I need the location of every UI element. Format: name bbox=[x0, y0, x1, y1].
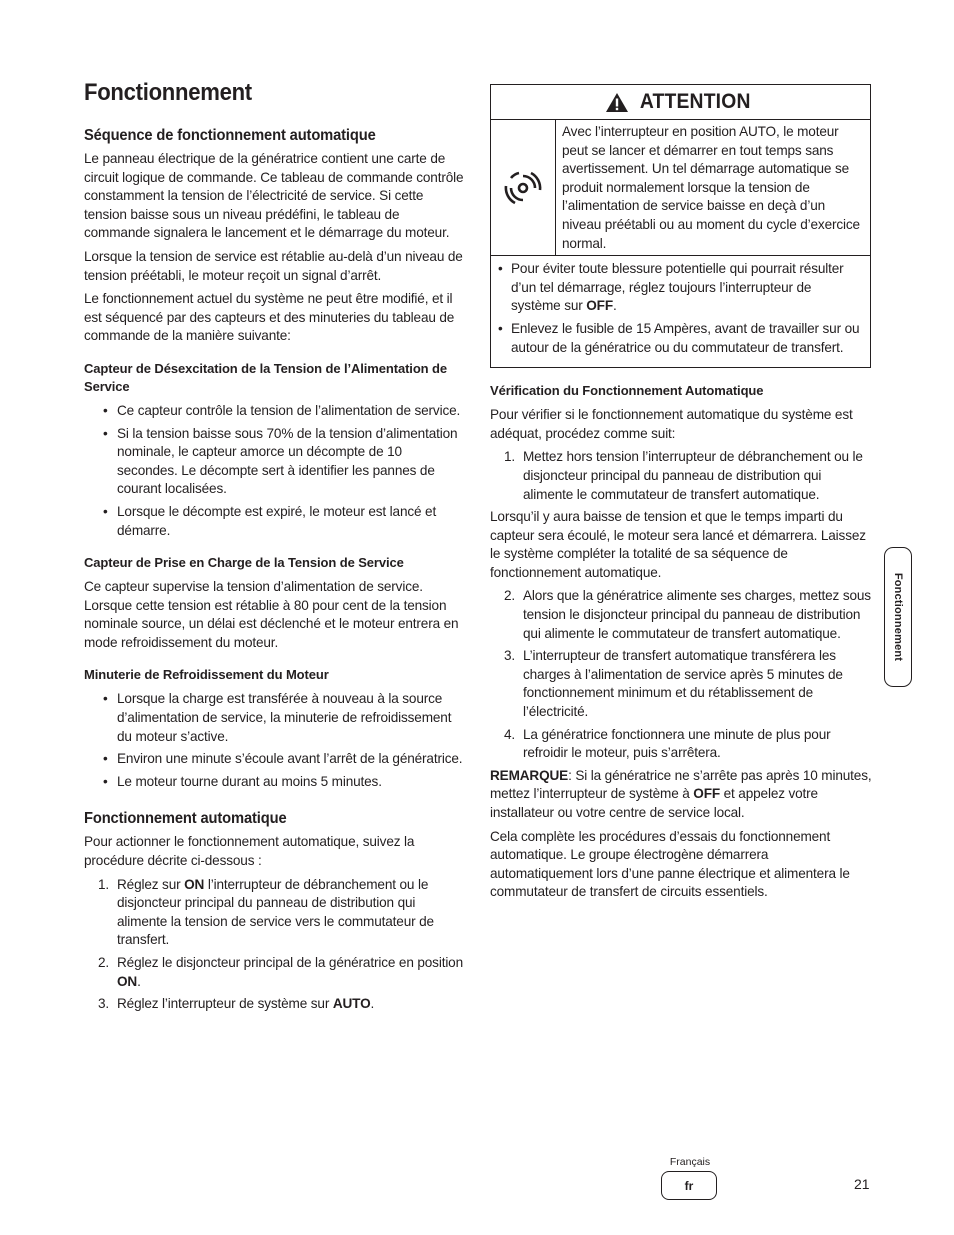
attention-message-row bbox=[491, 120, 870, 256]
list-item: 4. La génératrice fonctionnera une minute de plus pour refroidir le moteur, puis s’arrêtera. bbox=[504, 726, 831, 761]
warning-triangle-icon bbox=[605, 92, 629, 113]
left-column bbox=[84, 78, 466, 1018]
page-number: 21 bbox=[854, 1176, 870, 1192]
paragraph: Lorsqu’il y aura baisse de tension et que le temps imparti du capteur sera écoulé, le moteur sera lancé et démarrera. Laissez le système compléter la totalité de sa séquence de fonctionnement automatique. bbox=[490, 509, 866, 580]
side-tab-label: Fonctionnement bbox=[892, 572, 904, 662]
list-item: 1. Réglez sur ON l’interrupteur de débranchement ou le disjoncteur principal du panneau de distribution qui alimente la tension de service vers le commutateur de transfert. bbox=[98, 876, 434, 948]
verification-step-1 bbox=[490, 448, 872, 504]
attention-list bbox=[491, 256, 870, 363]
verification-steps bbox=[490, 587, 872, 762]
language-label: Français bbox=[669, 1156, 711, 1168]
list-item: • Enlevez le fusible de 15 Ampères, avant de travailler sur ou autour de la génératrice ou du commutateur de transfert. bbox=[497, 320, 864, 357]
paragraph: Le fonctionnement actuel du système ne peut être modifié, et il est séquencé par des capteurs et des minuteries du tableau de commande de la manière suivante: bbox=[84, 291, 455, 344]
list-item: • Pour éviter toute blessure potentielle qui pourrait résulter d’un tel démarrage, réglez toujours l’interrupteur de système sur OFF. bbox=[497, 260, 864, 316]
paragraph: Ce capteur supervise la tension d’alimentation de service. Lorsque cette tension est rétablie à 80 pour cent de la tension nominale source, un délai est déclenché et le moteur entrera en mode refroidissement du moteur. bbox=[84, 579, 459, 650]
attention-message: Avec l’interrupteur en position AUTO, le moteur peut se lancer et démarrer en tout temps sans avertissement. Un tel démarrage automatique se produit normalement lorsque la tension de l’alimentation de service baisse en deçà d’un niveau préétabli ou au moment du cycle d’exercice normal. bbox=[562, 124, 860, 251]
list-item: • Ce capteur contrôle la tension de l’alimentation de service. bbox=[84, 402, 466, 421]
subheading-sensor-dropout: Capteur de Désexcitation de la Tension de l’Alimentation de Service bbox=[84, 360, 447, 394]
right-column bbox=[490, 84, 872, 907]
auto-operation-steps bbox=[84, 876, 466, 1014]
list-item: 2. Alors que la génératrice alimente ses charges, mettez sous tension le disjoncteur principal du panneau de distribution qui alimente le commutateur de transfert automatique. bbox=[504, 588, 871, 641]
side-section-tab bbox=[884, 547, 912, 687]
list-item: 1. Mettez hors tension l’interrupteur de débranchement ou le disjoncteur principal du panneau de distribution qui alimente le commutateur de transfert automatique. bbox=[504, 449, 863, 502]
rotating-parts-warning-icon bbox=[491, 120, 556, 255]
list-item: • Environ une minute s’écoule avant l’arrêt de la génératrice. bbox=[84, 750, 466, 769]
note-paragraph: REMARQUE: Si la génératrice ne s’arrête pas après 10 minutes, mettez l’interrupteur de système à OFF et appelez votre installateur ou votre centre de service local. bbox=[490, 767, 872, 820]
list-item: • Lorsque la charge est transférée à nouveau à la source d’alimentation de service, la minuterie de refroidissement du moteur s’active. bbox=[84, 690, 466, 746]
attention-header bbox=[491, 85, 870, 120]
language-badge: fr bbox=[661, 1171, 717, 1200]
paragraph: Pour actionner le fonctionnement automatique, suivez la procédure décrite ci-dessous : bbox=[84, 834, 415, 869]
list-item: 2. Réglez le disjoncteur principal de la génératrice en position ON. bbox=[98, 955, 464, 989]
sensor-dropout-list bbox=[84, 402, 466, 540]
paragraph: Le panneau électrique de la génératrice contient une carte de circuit logique de commande. Ce tableau de commande contrôle constamment la tension de l’électricité de service. Si cette tension baisse sous un niveau prédéfini, le tableau de commande signalera le lancement et le démarrage du moteur. bbox=[84, 151, 464, 241]
paragraph: Lorsque la tension de service est rétablie au-delà d’un niveau de tension préétabli, le moteur reçoit un signal d’arrêt. bbox=[84, 248, 463, 283]
paragraph: Cela complète les procédures d’essais du fonctionnement automatique. Le groupe électrogène démarrera automatiquement lors d’une panne électrique et alimentera le commutateur de transfert de circuits essentiels. bbox=[490, 828, 850, 900]
list-item: • Si la tension baisse sous 70% de la tension d’alimentation nominale, le capteur amorce un décompte de 10 secondes. Le décompte sert à identifier les pannes de courant localisées. bbox=[84, 425, 466, 499]
list-item: 3. Réglez l’interrupteur de système sur AUTO. bbox=[98, 996, 375, 1012]
section-heading-auto-operation: Fonctionnement automatique bbox=[84, 810, 287, 828]
paragraph: Pour vérifier si le fonctionnement automatique du système est adéquat, procédez comme suit: bbox=[490, 407, 853, 441]
page-title: Fonctionnement bbox=[84, 79, 252, 106]
cooldown-list bbox=[84, 690, 466, 791]
list-item: • Lorsque le décompte est expiré, le moteur est lancé et démarre. bbox=[84, 503, 466, 540]
attention-box bbox=[490, 84, 871, 368]
list-item: • Le moteur tourne durant au moins 5 minutes. bbox=[84, 773, 466, 792]
subheading-cooldown-timer: Minuterie de Refroidissement du Moteur bbox=[84, 667, 329, 683]
section-heading-auto-sequence: Séquence de fonctionnement automatique bbox=[84, 127, 376, 144]
attention-title: ATTENTION bbox=[640, 89, 751, 113]
subheading-sensor-pickup: Capteur de Prise en Charge de la Tension de Service bbox=[84, 555, 404, 571]
subheading-verification: Vérification du Fonctionnement Automatique bbox=[490, 383, 764, 399]
list-item: 3. L’interrupteur de transfert automatique transférera les charges à l’alimentation de service après 5 minutes de fonctionnement minimum et du rétablissement de l’électricité. bbox=[504, 648, 843, 720]
